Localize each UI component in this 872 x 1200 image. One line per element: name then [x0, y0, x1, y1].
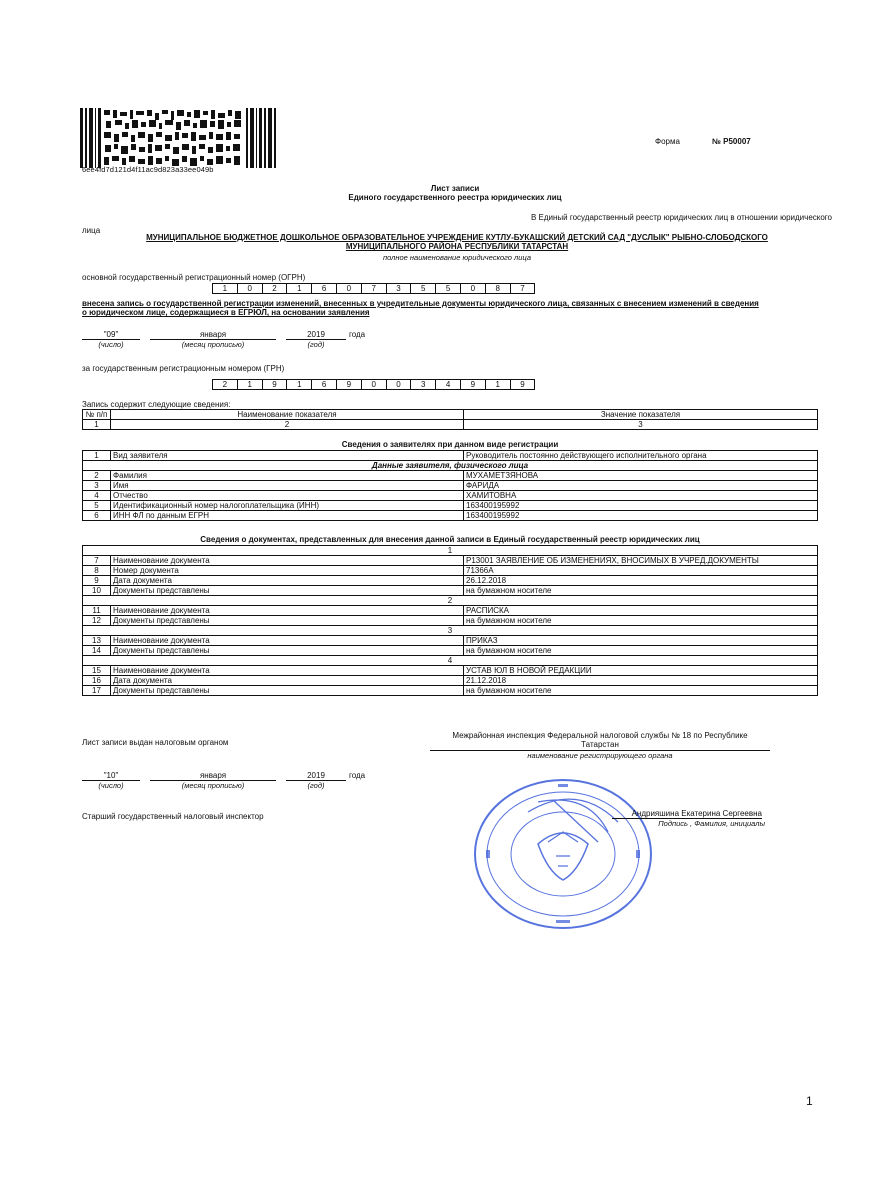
ogrn-digit: 1 [286, 283, 312, 294]
ogrn-digit: 0 [237, 283, 263, 294]
row-value: УСТАВ ЮЛ В НОВОЙ РЕДАКЦИИ [464, 666, 818, 676]
row-value: на бумажном носителе [464, 616, 818, 626]
row-name: Вид заявителя [111, 451, 464, 461]
row-num: 4 [83, 491, 111, 501]
row-num: 10 [83, 586, 111, 596]
row-num: 17 [83, 686, 111, 696]
table-row [83, 556, 818, 566]
grn-digit: 9 [262, 379, 288, 390]
document-group-label: 4 [83, 656, 818, 666]
grn-digits [212, 379, 534, 390]
table-row [83, 606, 818, 616]
authority-line-1: Межрайонная инспекция Федеральной налоговой службы № 18 по Республике [452, 731, 748, 740]
grn-digit: 3 [410, 379, 436, 390]
grn-digit: 0 [386, 379, 412, 390]
table-row [83, 420, 818, 430]
grn-digit: 9 [460, 379, 486, 390]
form-label: Форма [655, 137, 680, 146]
grn-label: за государственным регистрационным номером (ГРН) [82, 364, 285, 373]
row-num: 7 [83, 556, 111, 566]
row-value: 21.12.2018 [464, 676, 818, 686]
row-value: на бумажном носителе [464, 646, 818, 656]
ogrn-digit: 0 [336, 283, 362, 294]
authority-caption: наименование регистрирующего органа [527, 751, 673, 760]
row-name: ИНН ФЛ по данным ЕГРН [111, 511, 464, 521]
organization-name [82, 233, 832, 251]
row-name: Имя [111, 481, 464, 491]
row-num: 6 [83, 511, 111, 521]
table-row [83, 666, 818, 676]
row-num: 5 [83, 501, 111, 511]
intro-text-cont: лица [82, 226, 101, 235]
col-name-index: 2 [111, 420, 464, 430]
ogrn-digit: 3 [386, 283, 412, 294]
entry-month: января [150, 330, 276, 340]
row-value: Руководитель постоянно действующего исполнительного органа [464, 451, 818, 461]
title-line-2: Единого государственного реестра юридических лиц [348, 193, 562, 203]
issue-day-caption: (число) [98, 781, 124, 790]
issued-label: Лист записи выдан налоговым органом [82, 738, 229, 747]
row-name: Идентификационный номер налогоплательщика (ИНН) [111, 501, 464, 511]
contains-label: Запись содержит следующие сведения: [82, 400, 231, 409]
row-value: 71366А [464, 566, 818, 576]
row-name: Наименование документа [111, 666, 464, 676]
table-row [83, 451, 818, 461]
title-line-1: Лист записи [430, 184, 480, 193]
entry-month-caption: (месяц прописью) [181, 340, 245, 349]
records-header-table [82, 409, 818, 430]
row-num: 16 [83, 676, 111, 686]
table-row [83, 501, 818, 511]
table-row [83, 410, 818, 420]
ogrn-digit: 5 [410, 283, 436, 294]
document-group-label: 2 [83, 596, 818, 606]
issue-month: января [150, 771, 276, 781]
col-num-index: 1 [83, 420, 111, 430]
row-name: Документы представлены [111, 686, 464, 696]
row-num: 3 [83, 481, 111, 491]
row-value: РАСПИСКА [464, 606, 818, 616]
row-num: 9 [83, 576, 111, 586]
row-num: 14 [83, 646, 111, 656]
row-num: 1 [83, 451, 111, 461]
row-num: 12 [83, 616, 111, 626]
table-row [83, 596, 818, 606]
row-value: на бумажном носителе [464, 586, 818, 596]
table-row [83, 461, 818, 471]
row-name: Дата документа [111, 576, 464, 586]
barcode-hash: 6ee4fd7d121d4f11ac9d823a33ee049b [82, 165, 214, 174]
row-num: 11 [83, 606, 111, 616]
document-group-label: 1 [83, 546, 818, 556]
table-row [83, 511, 818, 521]
ogrn-digits [212, 283, 534, 294]
documents-title: Сведения о документах, представленных для внесения данной записи в Единый государственный реестр юридических лиц [200, 535, 700, 544]
row-num: 8 [83, 566, 111, 576]
entry-year-caption: (год) [307, 340, 325, 349]
document-title [80, 184, 830, 202]
table-row [83, 686, 818, 696]
signer-caption: Подпись , Фамилия, инициалы [658, 819, 765, 828]
table-row [83, 471, 818, 481]
grn-digit: 2 [212, 379, 238, 390]
table-row [83, 576, 818, 586]
issue-day: "10" [82, 771, 140, 781]
grn-digit: 9 [510, 379, 536, 390]
entry-date [82, 330, 402, 352]
ogrn-digit: 1 [212, 283, 238, 294]
applicants-table [82, 450, 818, 521]
row-num: 13 [83, 636, 111, 646]
entry-day-caption: (число) [98, 340, 124, 349]
issue-month-caption: (месяц прописью) [181, 781, 245, 790]
row-value: на бумажном носителе [464, 686, 818, 696]
table-row [83, 626, 818, 636]
row-name: Документы представлены [111, 646, 464, 656]
table-row [83, 481, 818, 491]
org-name-line-2: МУНИЦИПАЛЬНОГО РАЙОНА РЕСПУБЛИКИ ТАТАРСТАН [345, 242, 569, 252]
row-value: ФАРИДА [464, 481, 818, 491]
row-num: 15 [83, 666, 111, 676]
org-name-line-1: МУНИЦИПАЛЬНОЕ БЮДЖЕТНОЕ ДОШКОЛЬНОЕ ОБРАЗОВАТЕЛЬНОЕ УЧРЕЖДЕНИЕ КУТЛУ-БУКАШСКИЙ ДЕТСКИЙ САД "ДУСЛЫК" РЫБНО-СЛОБОДСКОГО [146, 233, 768, 242]
applicant-subheader: Данные заявителя, физического лица [83, 461, 818, 471]
row-value: 163400195992 [464, 511, 818, 521]
table-row [83, 586, 818, 596]
page-number: 1 [806, 1094, 813, 1108]
ogrn-digit: 0 [460, 283, 486, 294]
registering-authority [430, 731, 770, 751]
row-name: Фамилия [111, 471, 464, 481]
barcode-image [80, 108, 276, 168]
row-value: 26.12.2018 [464, 576, 818, 586]
row-name: Номер документа [111, 566, 464, 576]
table-row [83, 491, 818, 501]
row-name: Наименование документа [111, 606, 464, 616]
table-row [83, 636, 818, 646]
ogrn-digit: 8 [485, 283, 511, 294]
row-name: Наименование документа [111, 636, 464, 646]
col-value-header: Значение показателя [464, 410, 818, 420]
ogrn-digit: 5 [435, 283, 461, 294]
issue-year-caption: (год) [307, 781, 325, 790]
table-row [83, 646, 818, 656]
ogrn-digit: 2 [262, 283, 288, 294]
applicants-title: Сведения о заявителях при данном виде регистрации [341, 440, 559, 449]
row-name: Документы представлены [111, 586, 464, 596]
issue-year: 2019 [286, 771, 346, 781]
ogrn-digit: 7 [361, 283, 387, 294]
ogrn-label: основной государственный регистрационный номер (ОГРН) [82, 273, 306, 282]
row-value: Р13001 ЗАЯВЛЕНИЕ ОБ ИЗМЕНЕНИЯХ, ВНОСИМЫХ В УЧРЕД.ДОКУМЕНТЫ [464, 556, 818, 566]
entry-day: "09" [82, 330, 140, 340]
row-num: 2 [83, 471, 111, 481]
row-name: Наименование документа [111, 556, 464, 566]
inspector-label: Старший государственный налоговый инспектор [82, 812, 264, 821]
col-value-index: 3 [464, 420, 818, 430]
grn-digit: 1 [485, 379, 511, 390]
grn-digit: 6 [311, 379, 337, 390]
table-row [83, 656, 818, 666]
documents-table [82, 545, 818, 696]
grn-digit: 0 [361, 379, 387, 390]
row-value: МУХАМЕТЗЯНОВА [464, 471, 818, 481]
grn-digit: 9 [336, 379, 362, 390]
form-number: № Р50007 [712, 137, 751, 146]
row-name: Отчество [111, 491, 464, 501]
grn-digit: 1 [286, 379, 312, 390]
row-name: Дата документа [111, 676, 464, 686]
entry-year-suffix: года [349, 330, 366, 339]
ogrn-digit: 6 [311, 283, 337, 294]
grn-digit: 4 [435, 379, 461, 390]
issue-year-suffix: года [349, 771, 366, 780]
table-row [83, 676, 818, 686]
entry-description: внесена запись о государственной регистрации изменений, внесенных в учредительные документы юридического лица, связанных с внесением изменений в сведения о юридическом лице, содержащиеся в ЕГРЮЛ, на основании заявления [82, 299, 759, 318]
col-num-header: № п/п [83, 410, 111, 420]
table-row [83, 616, 818, 626]
table-row [83, 546, 818, 556]
org-name-caption: полное наименование юридического лица [382, 253, 531, 262]
col-name-header: Наименование показателя [111, 410, 464, 420]
row-name: Документы представлены [111, 616, 464, 626]
row-value: ХАМИТОВНА [464, 491, 818, 501]
issue-date [82, 771, 402, 793]
official-stamp-image [468, 772, 668, 932]
row-value: 163400195992 [464, 501, 818, 511]
document-group-label: 3 [83, 626, 818, 636]
authority-line-2: Татарстан [581, 740, 619, 750]
grn-digit: 1 [237, 379, 263, 390]
table-row [83, 566, 818, 576]
ogrn-digit: 7 [510, 283, 536, 294]
entry-year: 2019 [286, 330, 346, 340]
row-value: ПРИКАЗ [464, 636, 818, 646]
signer-name: Андрияшина Екатерина Сергеевна [612, 809, 762, 819]
intro-text: В Единый государственный реестр юридических лиц в отношении юридического [530, 213, 832, 222]
